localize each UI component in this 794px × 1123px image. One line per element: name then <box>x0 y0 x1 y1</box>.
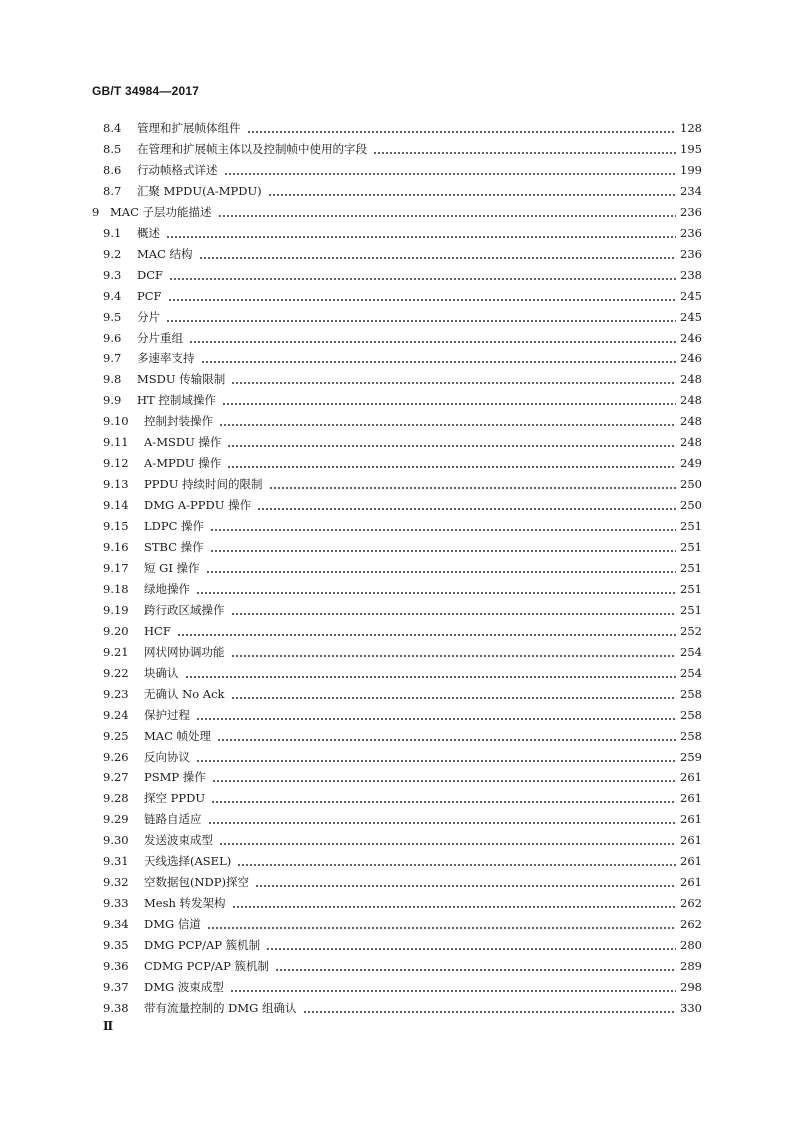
toc-entry-title-wrap <box>137 307 676 328</box>
toc-entry-number: 9.35 <box>103 938 129 953</box>
toc-entry-title-wrap <box>144 663 676 684</box>
toc-dot-leader <box>237 851 676 872</box>
toc-entry[interactable] <box>0 474 794 495</box>
toc-entry-number: 9.37 <box>103 979 129 994</box>
toc-entry-page: 236 <box>680 225 702 240</box>
toc-entry-title: 绿地操作 <box>144 581 190 596</box>
toc-entry-title: LDPC 操作 <box>144 519 205 534</box>
toc-entry-number: 9.10 <box>103 414 129 429</box>
toc-entry[interactable] <box>0 935 794 956</box>
toc-entry-title: 带有流量控制的 DMG 组确认 <box>144 1000 297 1015</box>
toc-entry-title-wrap <box>144 579 676 600</box>
toc-entry[interactable] <box>0 558 794 579</box>
toc-entry[interactable] <box>0 453 794 474</box>
toc-entry-number: 9.15 <box>103 519 129 534</box>
toc-dot-leader <box>232 893 676 914</box>
toc-dot-leader <box>227 432 676 453</box>
toc-entry-title: 管理和扩展帧体组件 <box>137 121 241 135</box>
toc-entry-title-wrap <box>144 600 676 621</box>
toc-dot-leader <box>177 621 676 642</box>
toc-entry[interactable] <box>0 432 794 453</box>
toc-entry[interactable] <box>0 411 794 432</box>
toc-dot-leader <box>227 453 676 474</box>
toc-entry[interactable] <box>0 328 794 349</box>
toc-entry-number: 9.24 <box>103 707 129 722</box>
toc-entry-title: DMG PCP/AP 簇机制 <box>144 938 261 953</box>
toc-dot-leader <box>169 265 676 286</box>
toc-entry-number: 9.27 <box>103 770 129 785</box>
toc-dot-leader <box>210 516 676 537</box>
toc-entry[interactable] <box>0 767 794 788</box>
toc-entry-title: 块确认 <box>144 665 179 680</box>
toc-dot-leader <box>231 684 676 705</box>
toc-entry-title: HCF <box>144 623 171 638</box>
toc-entry[interactable] <box>0 244 794 265</box>
toc-entry[interactable] <box>0 600 794 621</box>
toc-entry[interactable] <box>0 265 794 286</box>
toc-entry[interactable] <box>0 369 794 390</box>
toc-entry-title-wrap <box>137 118 676 139</box>
toc-entry-number: 9.38 <box>103 1000 129 1015</box>
toc-entry-title: CDMG PCP/AP 簇机制 <box>144 959 269 973</box>
toc-entry[interactable] <box>0 390 794 411</box>
toc-entry[interactable] <box>0 348 794 369</box>
toc-entry-page: 199 <box>680 162 702 177</box>
toc-entry-page: 236 <box>680 246 702 261</box>
toc-entry-number: 8.4 <box>103 121 122 135</box>
toc-dot-leader <box>268 181 676 202</box>
toc-entry-number: 9.13 <box>103 477 129 492</box>
toc-dot-leader <box>231 642 677 663</box>
toc-entry-number: 9.6 <box>103 330 122 345</box>
toc-entry-title: 控制封装操作 <box>144 414 213 429</box>
toc-entry-page: 246 <box>680 351 702 366</box>
toc-entry-number: 8.5 <box>103 141 122 156</box>
toc-entry[interactable] <box>0 809 794 830</box>
toc-entry-page: 261 <box>680 770 702 785</box>
toc-entry-title-wrap <box>144 411 676 432</box>
toc-dot-leader <box>212 767 676 788</box>
toc-entry-title-wrap <box>144 935 676 956</box>
toc-entry-page: 234 <box>680 183 702 198</box>
toc-entry-title-wrap <box>137 348 676 369</box>
toc-dot-leader <box>211 788 676 809</box>
toc-entry[interactable] <box>0 516 794 537</box>
toc-entry-title: 汇聚 MPDU(A-MPDU) <box>137 183 262 198</box>
toc-dot-leader <box>166 307 676 328</box>
toc-entry-page: 251 <box>680 540 702 554</box>
toc-entry-number: 9.22 <box>103 665 129 680</box>
toc-entry-number: 9.20 <box>103 623 129 638</box>
toc-entry-title: DMG 信道 <box>144 917 201 932</box>
toc-entry-number: 9.5 <box>103 309 122 324</box>
toc-entry-page: 261 <box>680 854 702 869</box>
toc-entry-title: MAC 结构 <box>137 246 193 261</box>
toc-entry-title-wrap <box>137 223 676 244</box>
toc-entry-title-wrap <box>137 139 676 160</box>
toc-entry-title: 跨行政区域操作 <box>144 602 225 617</box>
toc-entry-title-wrap <box>137 328 676 349</box>
toc-entry-title-wrap <box>137 286 676 307</box>
toc-entry-page: 251 <box>680 581 702 596</box>
toc-entry-page: 262 <box>680 917 702 932</box>
toc-entry[interactable] <box>0 495 794 516</box>
toc-entry-page: 245 <box>680 309 702 324</box>
toc-entry-page: 236 <box>680 204 702 219</box>
toc-entry-title-wrap <box>144 432 676 453</box>
toc-entry-title: DMG 波束成型 <box>144 979 224 994</box>
toc-entry-title-wrap <box>144 453 676 474</box>
toc-entry-page: 246 <box>680 330 702 345</box>
toc-entry-title-wrap <box>137 265 676 286</box>
toc-entry-title-wrap <box>137 369 676 390</box>
toc-entry-title: 多速率支持 <box>137 351 195 366</box>
toc-entry-number: 9.1 <box>103 225 122 240</box>
toc-entry-title-wrap <box>144 642 676 663</box>
toc-entry-page: 258 <box>680 707 702 722</box>
toc-entry-page: 195 <box>680 141 702 156</box>
toc-dot-leader <box>199 244 676 265</box>
toc-dot-leader <box>257 495 676 516</box>
toc-entry-title: A-MPDU 操作 <box>144 456 222 471</box>
toc-entry[interactable] <box>0 202 794 223</box>
toc-entry-title-wrap <box>144 684 676 705</box>
toc-entry-page: 245 <box>680 288 702 303</box>
toc-entry-number: 8.6 <box>103 162 122 177</box>
toc-entry-title-wrap <box>137 244 676 265</box>
toc-entry-title-wrap <box>144 809 676 830</box>
toc-dot-leader <box>206 558 676 579</box>
toc-dot-leader <box>266 935 676 956</box>
toc-dot-leader <box>269 474 676 495</box>
page-number-roman: Ⅱ <box>103 1019 114 1033</box>
toc-entry[interactable] <box>0 851 794 872</box>
toc-entry[interactable] <box>0 872 794 893</box>
toc-dot-leader <box>231 369 676 390</box>
toc-dot-leader <box>201 348 677 369</box>
toc-dot-leader <box>373 139 676 160</box>
toc-entry[interactable] <box>0 977 794 998</box>
toc-entry-title: 发送波束成型 <box>144 833 213 848</box>
toc-entry-number: 9.8 <box>103 372 122 387</box>
toc-entry-number: 9.12 <box>103 456 129 471</box>
toc-entry-page: 261 <box>680 791 702 806</box>
toc-entry-title: 网状网协调功能 <box>144 644 225 659</box>
toc-entry[interactable] <box>0 307 794 328</box>
toc-dot-leader <box>222 390 676 411</box>
toc-entry[interactable] <box>0 663 794 684</box>
toc-entry-title: 行动帧格式详述 <box>137 162 218 177</box>
toc-dot-leader <box>247 118 677 139</box>
toc-entry[interactable] <box>0 642 794 663</box>
toc-entry-number: 9 <box>92 204 100 219</box>
toc-entry-title-wrap <box>144 516 676 537</box>
toc-entry-title-wrap <box>144 621 676 642</box>
toc-entry-page: 262 <box>680 896 702 911</box>
toc-entry-title: 无确认 No Ack <box>144 686 225 701</box>
toc-entry-number: 9.25 <box>103 728 129 743</box>
toc-dot-leader <box>218 202 676 223</box>
toc-entry[interactable] <box>0 579 794 600</box>
toc-entry-page: 248 <box>680 372 702 387</box>
toc-entry-number: 9.33 <box>103 896 129 911</box>
toc-dot-leader <box>230 977 676 998</box>
toc-entry-page: 250 <box>680 477 702 492</box>
toc-entry-number: 9.3 <box>103 267 122 282</box>
toc-dot-leader <box>189 328 676 349</box>
toc-entry[interactable] <box>0 747 794 768</box>
toc-entry-page: 259 <box>680 749 702 764</box>
toc-entry-title: 分片重组 <box>137 330 183 345</box>
toc-entry-title: 天线选择(ASEL) <box>144 854 232 869</box>
toc-entry-title: 概述 <box>137 225 160 240</box>
toc-entry-page: 249 <box>680 456 702 471</box>
toc-entry-title: 分片 <box>137 309 160 324</box>
toc-entry[interactable] <box>0 286 794 307</box>
toc-entry-page: 254 <box>680 665 702 680</box>
toc-entry[interactable] <box>0 684 794 705</box>
toc-entry-number: 9.9 <box>103 393 122 408</box>
toc-entry-number: 9.28 <box>103 791 129 806</box>
toc-entry-title-wrap <box>137 390 676 411</box>
toc-entry-number: 9.34 <box>103 917 129 932</box>
toc-entry[interactable] <box>0 705 794 726</box>
toc-entry[interactable] <box>0 998 794 1019</box>
toc-entry-page: 251 <box>680 519 702 534</box>
toc-entry-number: 9.26 <box>103 749 129 764</box>
toc-dot-leader <box>255 872 676 893</box>
standard-code: GB/T 34984—2017 <box>92 84 200 98</box>
toc-entry-number: 9.4 <box>103 288 122 303</box>
toc-entry-title-wrap <box>144 726 676 747</box>
toc-dot-leader <box>275 956 676 977</box>
toc-dot-leader <box>231 600 677 621</box>
toc-entry-title-wrap <box>144 558 676 579</box>
toc-entry[interactable] <box>0 537 794 558</box>
toc-entry-title: 短 GI 操作 <box>144 560 200 575</box>
toc-entry-number: 9.18 <box>103 581 129 596</box>
toc-entry-number: 9.7 <box>103 351 122 366</box>
toc-entry[interactable] <box>0 118 794 139</box>
toc-entry-page: 261 <box>680 875 702 890</box>
toc-entry-title: MSDU 传输限制 <box>137 372 226 387</box>
toc-entry-page: 248 <box>680 393 702 408</box>
toc-entry-page: 251 <box>680 602 702 617</box>
toc-entry[interactable] <box>0 621 794 642</box>
toc-entry-title: PSMP 操作 <box>144 770 206 785</box>
toc-dot-leader <box>208 809 677 830</box>
toc-entry-number: 9.32 <box>103 875 129 890</box>
toc-entry-title-wrap <box>144 705 676 726</box>
toc-entry-title-wrap <box>144 474 676 495</box>
toc-entry-number: 9.14 <box>103 498 129 513</box>
toc-dot-leader <box>219 411 676 432</box>
toc-entry-title: MAC 帧处理 <box>144 728 212 743</box>
toc-entry-number: 9.16 <box>103 540 129 554</box>
toc-entry-page: 248 <box>680 414 702 429</box>
toc-dot-leader <box>196 579 676 600</box>
toc-entry-page: 280 <box>680 938 702 953</box>
toc-entry-page: 261 <box>680 833 702 848</box>
toc-entry-title-wrap <box>137 160 676 181</box>
toc-entry-page: 258 <box>680 728 702 743</box>
toc-entry-title-wrap <box>144 914 676 935</box>
toc-entry-title-wrap <box>144 956 676 977</box>
toc-entry-number: 9.29 <box>103 812 129 827</box>
toc-entry-title-wrap <box>144 788 676 809</box>
toc-entry-title: 保护过程 <box>144 707 190 722</box>
toc-dot-leader <box>303 998 677 1019</box>
toc-entry-title: STBC 操作 <box>144 540 204 554</box>
toc-entry-title: 反向协议 <box>144 749 190 764</box>
toc-dot-leader <box>224 160 677 181</box>
toc-entry-title-wrap <box>144 998 676 1019</box>
toc-entry-title: 空数据包(NDP)探空 <box>144 875 249 890</box>
toc-entry-title: PCF <box>137 288 162 303</box>
toc-entry[interactable] <box>0 788 794 809</box>
toc-entry-number: 9.19 <box>103 602 129 617</box>
toc-entry-title: MAC 子层功能描述 <box>110 204 212 219</box>
toc-entry-page: 254 <box>680 644 702 659</box>
toc-entry-number: 8.7 <box>103 183 122 198</box>
toc-entry-title-wrap <box>144 747 676 768</box>
toc-entry-page: 250 <box>680 498 702 513</box>
toc-entry[interactable] <box>0 956 794 977</box>
toc-entry-number: 9.23 <box>103 686 129 701</box>
toc-entry-page: 128 <box>680 121 702 135</box>
toc-entry[interactable] <box>0 181 794 202</box>
toc-entry-page: 258 <box>680 686 702 701</box>
toc-entry-title: 在管理和扩展帧主体以及控制帧中使用的字段 <box>137 141 367 156</box>
toc-entry-title: A-MSDU 操作 <box>144 435 222 450</box>
toc-entry-title-wrap <box>144 893 676 914</box>
toc-entry-number: 9.31 <box>103 854 129 869</box>
toc-entry-title-wrap <box>110 202 676 223</box>
toc-dot-leader <box>168 286 676 307</box>
toc-entry-title: Mesh 转发架构 <box>144 896 226 911</box>
toc-entry-title: PPDU 持续时间的限制 <box>144 477 263 492</box>
toc-entry-page: 330 <box>680 1000 702 1015</box>
toc-entry-title-wrap <box>137 181 676 202</box>
toc-entry[interactable] <box>0 223 794 244</box>
toc-entry[interactable] <box>0 726 794 747</box>
toc-entry-title: DMG A-PPDU 操作 <box>144 498 252 513</box>
toc-entry-title: 链路自适应 <box>144 812 202 827</box>
toc-entry-page: 261 <box>680 812 702 827</box>
toc-dot-leader <box>166 223 676 244</box>
toc-entry-title-wrap <box>144 830 676 851</box>
toc-entry-page: 248 <box>680 435 702 450</box>
toc-entry-page: 289 <box>680 959 702 973</box>
toc-entry[interactable] <box>0 160 794 181</box>
toc-entry-title: HT 控制域操作 <box>137 393 216 408</box>
toc-entry-number: 9.21 <box>103 644 129 659</box>
toc-entry-title-wrap <box>144 495 676 516</box>
toc-entry[interactable] <box>0 893 794 914</box>
toc-entry[interactable] <box>0 914 794 935</box>
toc-dot-leader <box>210 537 676 558</box>
toc-entry-number: 9.36 <box>103 959 129 973</box>
toc-entry-number: 9.2 <box>103 246 122 261</box>
toc-entry-page: 251 <box>680 560 702 575</box>
toc-entry-title: 探空 PPDU <box>144 791 206 806</box>
toc-dot-leader <box>207 914 676 935</box>
toc-entry-page: 238 <box>680 267 702 282</box>
toc-entry-title-wrap <box>144 537 676 558</box>
toc-dot-leader <box>219 830 676 851</box>
toc-entry-number: 9.17 <box>103 560 129 575</box>
toc-entry-page: 252 <box>680 623 702 638</box>
toc-dot-leader <box>196 705 676 726</box>
toc-entry-title: DCF <box>137 267 163 282</box>
toc-entry[interactable] <box>0 139 794 160</box>
toc-entry-title-wrap <box>144 767 676 788</box>
toc-entry-title-wrap <box>144 977 676 998</box>
toc-dot-leader <box>196 747 676 768</box>
toc-entry-page: 298 <box>680 979 702 994</box>
toc-entry[interactable] <box>0 830 794 851</box>
toc-dot-leader <box>217 726 676 747</box>
toc-dot-leader <box>185 663 677 684</box>
toc-entry-title-wrap <box>144 851 676 872</box>
toc-entry-number: 9.30 <box>103 833 129 848</box>
toc-entry-title-wrap <box>144 872 676 893</box>
toc-entry-number: 9.11 <box>103 435 129 450</box>
